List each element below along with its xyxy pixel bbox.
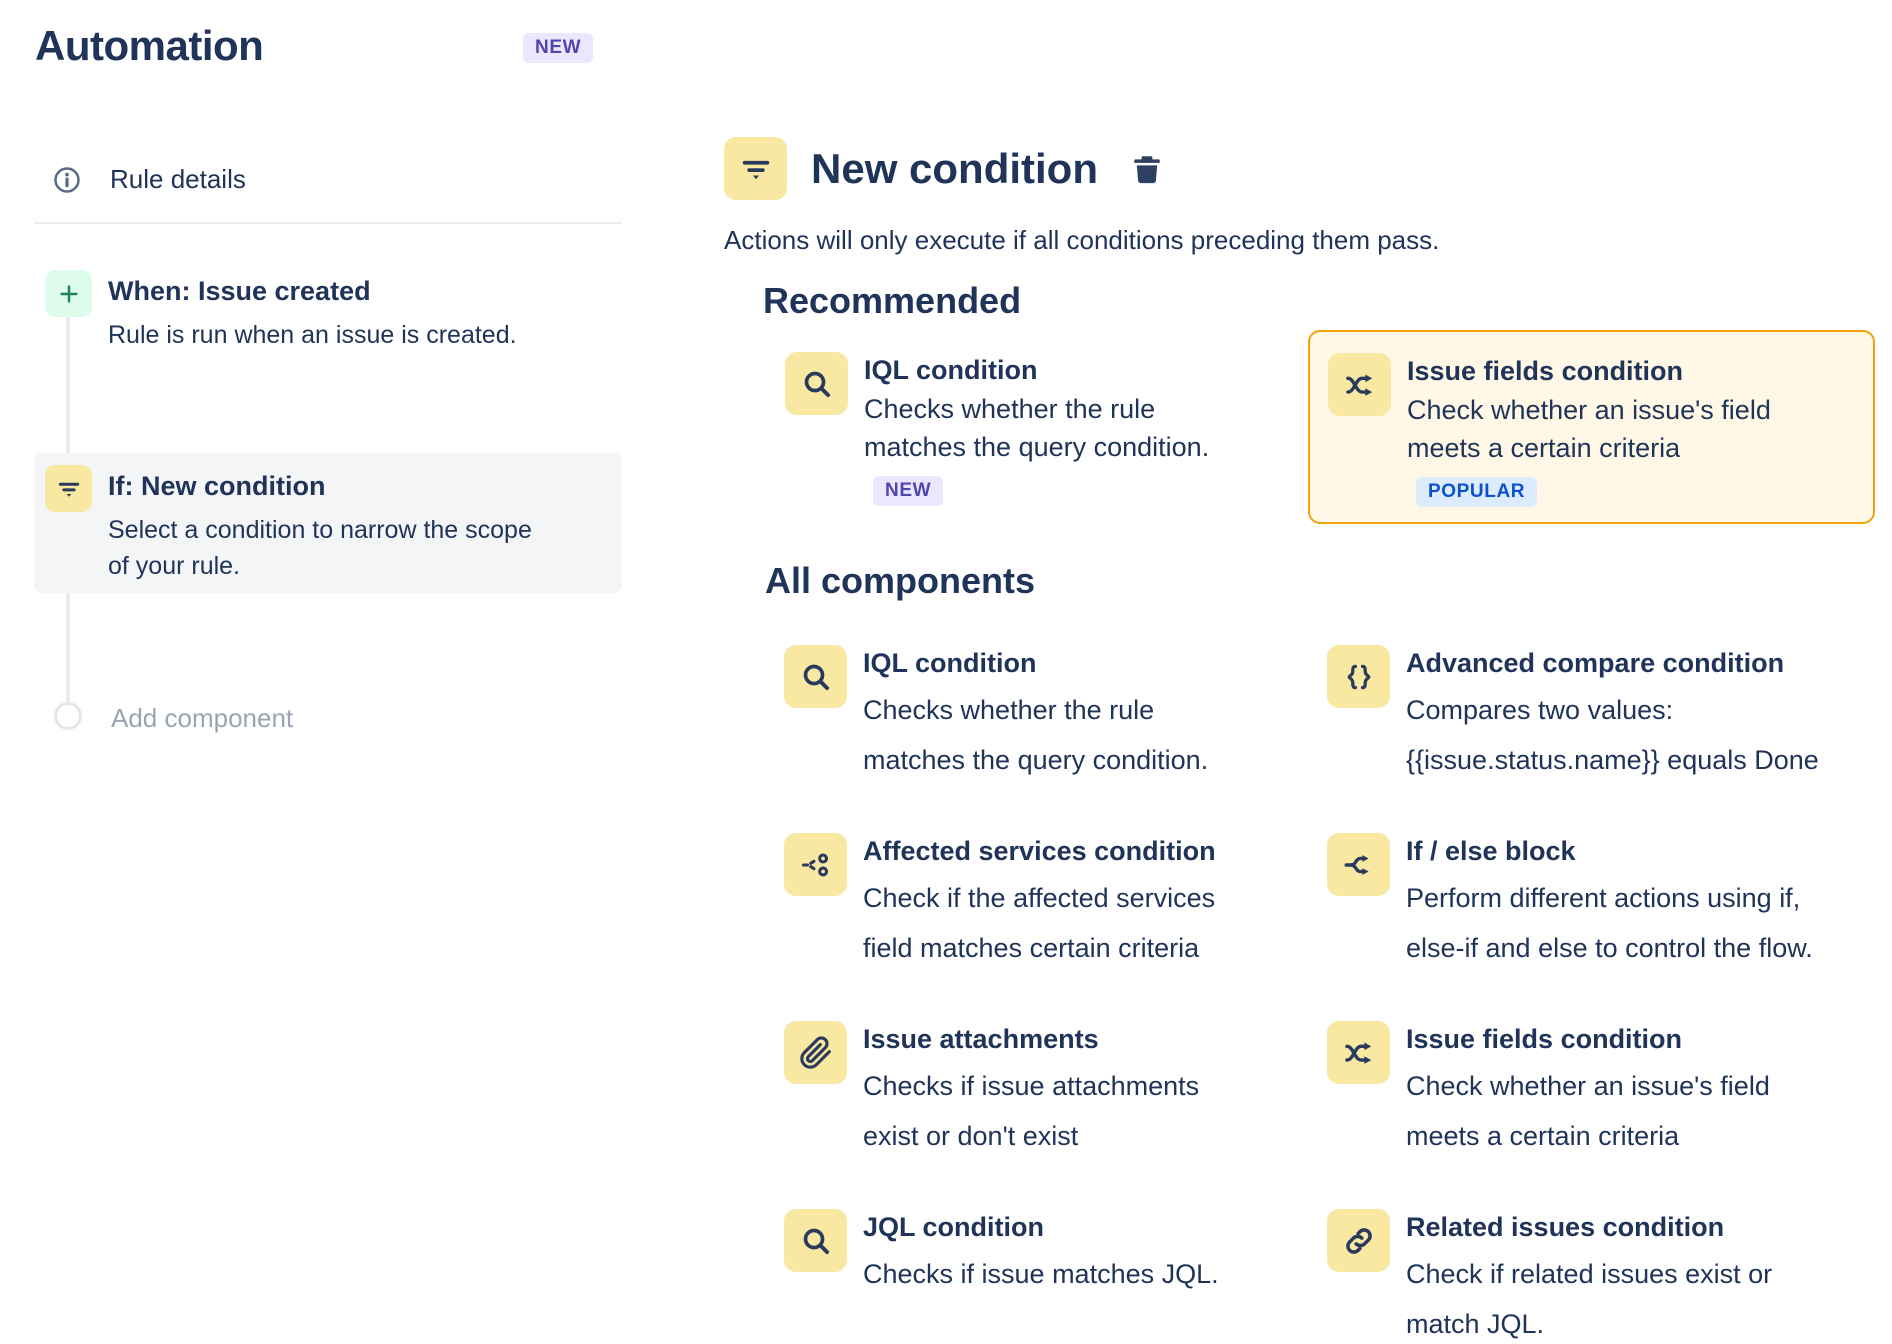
component-text: [863, 645, 1251, 785]
component-title: Affected services condition: [863, 836, 1216, 866]
link-icon: [1327, 1209, 1390, 1272]
filter-icon: [45, 465, 92, 512]
component-text: [864, 352, 1256, 506]
trigger-step-title: When: Issue created: [108, 276, 371, 306]
add-component-label[interactable]: Add component: [111, 703, 294, 733]
component-option-iql-condition[interactable]: [785, 352, 1256, 506]
service-nodes-icon: [784, 833, 847, 896]
component-text: [1406, 645, 1838, 785]
component-description: Checks if issue attachments exist or don't exist: [863, 1071, 1200, 1151]
component-text: [863, 833, 1251, 973]
panel-subtitle: Actions will only execute if all conditions preceding them pass.: [724, 225, 1440, 255]
component-option-issue-fields-condition[interactable]: [1327, 1021, 1892, 1209]
sidebar-divider: [34, 222, 622, 224]
rule-details-label: Rule details: [110, 164, 246, 194]
component-text: [1406, 833, 1838, 973]
component-text: [863, 1209, 1251, 1299]
component-description: Perform different actions using if, else-if and else to control the flow.: [1406, 883, 1813, 963]
trigger-step-description: Rule is run when an issue is created.: [108, 321, 517, 349]
new-feature-badge: NEW: [523, 33, 593, 63]
popular-badge: POPULAR: [1416, 477, 1537, 507]
recommended-heading: Recommended: [763, 280, 1022, 321]
search-icon: [785, 352, 848, 415]
component-title: Issue attachments: [863, 1024, 1099, 1054]
component-text: [1406, 1209, 1838, 1344]
trash-icon: [1130, 152, 1164, 186]
condition-step-title: If: New condition: [108, 471, 326, 501]
component-description: Check whether an issue's field meets a certain criteria: [1407, 395, 1771, 463]
component-option-iql-condition[interactable]: [784, 645, 1327, 833]
plus-icon: [45, 270, 92, 317]
add-component-bullet[interactable]: [54, 702, 82, 730]
component-title: IQL condition: [863, 648, 1037, 678]
component-title: If / else block: [1406, 836, 1576, 866]
component-description: Compares two values: {{issue.status.name}} equals Done: [1406, 695, 1819, 775]
component-option-related-issues-condition[interactable]: [1327, 1209, 1892, 1344]
delete-condition-button[interactable]: [1130, 152, 1164, 186]
component-option-if-else-block[interactable]: [1327, 833, 1892, 1021]
shuffle-icon: [1328, 353, 1391, 416]
component-title: Advanced compare condition: [1406, 648, 1785, 678]
component-option-advanced-compare-condition[interactable]: [1327, 645, 1892, 833]
component-option-issue-attachments[interactable]: [784, 1021, 1327, 1209]
braces-icon: [1327, 645, 1390, 708]
component-title: JQL condition: [863, 1212, 1044, 1242]
new-badge: NEW: [873, 476, 943, 506]
component-description: Check whether an issue's field meets a certain criteria: [1406, 1071, 1770, 1151]
all-components-heading: All components: [765, 560, 1036, 601]
component-title: Issue fields condition: [1407, 356, 1684, 386]
sidebar-step-trigger[interactable]: [45, 270, 598, 353]
condition-step-description: Select a condition to narrow the scope of your rule.: [108, 516, 532, 580]
sidebar-item-rule-details[interactable]: [52, 164, 246, 195]
info-icon: [52, 165, 82, 195]
all-components-grid: [784, 645, 1892, 1344]
shuffle-icon: [1327, 1021, 1390, 1084]
component-description: Checks if issue matches JQL.: [863, 1259, 1219, 1289]
component-option-issue-fields-condition-recommended[interactable]: [1308, 330, 1875, 524]
component-text: [1406, 1021, 1838, 1161]
component-description: Check if the affected services field matches certain criteria: [863, 883, 1216, 963]
component-description: Checks whether the rule matches the query condition.: [864, 394, 1210, 462]
component-description: Checks whether the rule matches the query condition.: [863, 695, 1209, 775]
sidebar-step-condition[interactable]: [45, 465, 538, 584]
search-icon: [784, 645, 847, 708]
filter-icon: [724, 137, 787, 200]
component-text: [1407, 353, 1837, 507]
component-description: Check if related issues exist or match JQL.: [1406, 1259, 1773, 1339]
page-title: Automation: [35, 22, 264, 69]
branch-icon: [1327, 833, 1390, 896]
component-title: Issue fields condition: [1406, 1024, 1683, 1054]
component-title: Related issues condition: [1406, 1212, 1725, 1242]
trigger-step-text: [108, 270, 598, 353]
panel-header: [724, 137, 1164, 200]
component-text: [863, 1021, 1251, 1161]
panel-title: New condition: [811, 144, 1098, 192]
paperclip-icon: [784, 1021, 847, 1084]
component-title: IQL condition: [864, 355, 1038, 385]
component-option-jql-condition[interactable]: [784, 1209, 1327, 1344]
search-icon: [784, 1209, 847, 1272]
component-option-affected-services-condition[interactable]: [784, 833, 1327, 1021]
condition-step-text: [108, 465, 538, 584]
